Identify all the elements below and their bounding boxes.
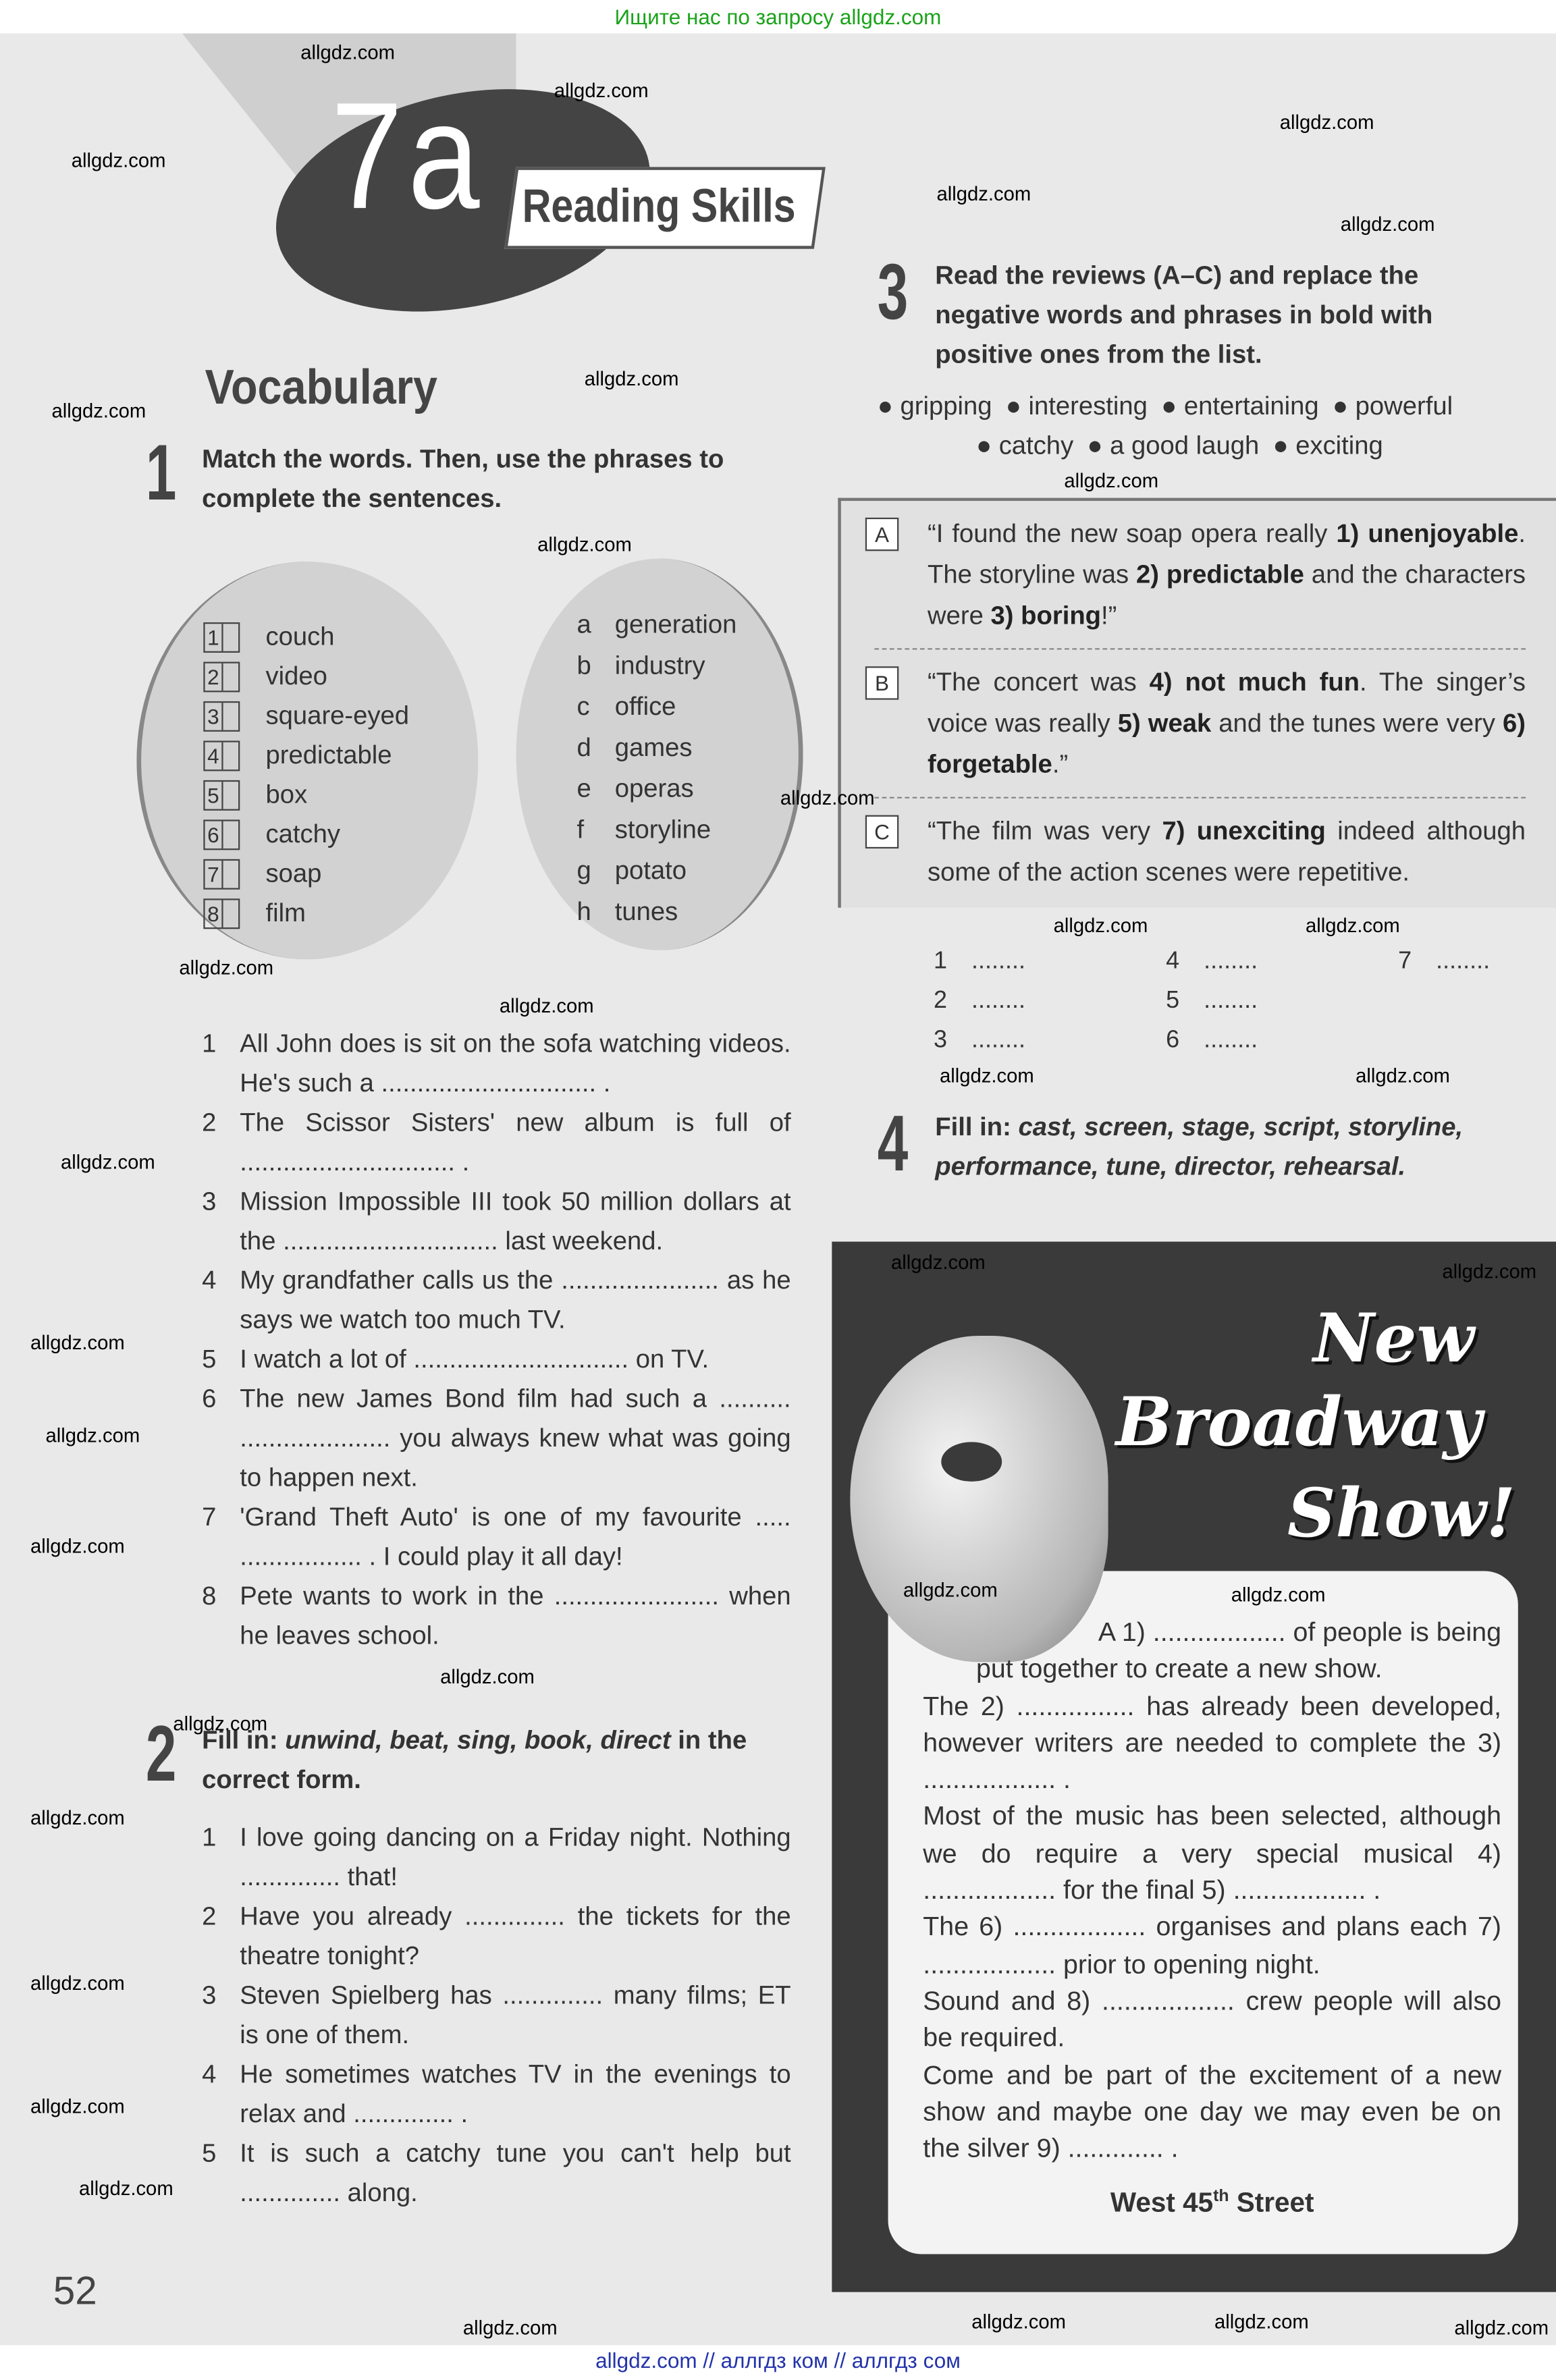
match-letter: e bbox=[576, 774, 591, 803]
unit-number: 7a bbox=[331, 71, 485, 242]
box-number: 5 bbox=[205, 782, 223, 809]
page-number: 52 bbox=[53, 2267, 97, 2314]
poster-address bbox=[923, 2185, 1501, 2221]
watermark[interactable]: allgdz.com bbox=[173, 1712, 268, 1735]
sentence-number: 8 bbox=[202, 1581, 217, 1611]
match-row-left bbox=[203, 740, 392, 771]
match-word: soap bbox=[265, 859, 322, 888]
bold-phrase: 4) not much fun bbox=[1149, 668, 1360, 697]
sentence bbox=[202, 1897, 791, 1976]
exercise-instruction bbox=[202, 1721, 791, 1800]
poster-title-line: Show! bbox=[1287, 1475, 1516, 1553]
answer-blank: ........ bbox=[971, 948, 1025, 975]
watermark[interactable]: allgdz.com bbox=[537, 533, 632, 556]
poster-line: Sound and 8) .................. crew people will also be required. bbox=[923, 1985, 1502, 2053]
sentence-text: He sometimes watches TV in the evenings to relax and .............. . bbox=[240, 2059, 791, 2128]
watermark[interactable]: allgdz.com bbox=[30, 1331, 125, 1354]
answer-box[interactable] bbox=[203, 740, 240, 771]
match-row-left bbox=[203, 898, 306, 929]
watermark[interactable]: allgdz.com bbox=[51, 399, 146, 423]
answer-number: 3 bbox=[934, 1027, 948, 1054]
match-word: office bbox=[614, 692, 676, 722]
match-word: predictable bbox=[265, 740, 392, 770]
match-row-right bbox=[577, 897, 678, 927]
watermark[interactable]: allgdz.com bbox=[780, 786, 875, 809]
instr-words: cast, screen, stage, script, storyline, performance, tune, director, rehearsal. bbox=[935, 1112, 1464, 1181]
watermark[interactable]: allgdz.com bbox=[30, 1534, 125, 1558]
exercise-4 bbox=[877, 1100, 1527, 1189]
sentence-text: I watch a lot of .............................. on TV. bbox=[240, 1345, 709, 1374]
match-word: tunes bbox=[614, 897, 678, 926]
answer-slot[interactable] bbox=[1166, 982, 1398, 1021]
address-text: West 45 bbox=[1110, 2188, 1214, 2219]
match-word: couch bbox=[265, 622, 335, 651]
match-row-right bbox=[577, 733, 693, 763]
watermark[interactable]: allgdz.com bbox=[179, 956, 274, 979]
exercise-3 bbox=[878, 248, 1527, 375]
match-row-left bbox=[203, 859, 321, 890]
answer-box[interactable] bbox=[203, 661, 240, 692]
review-part: .” bbox=[1052, 749, 1069, 779]
right-column bbox=[874, 248, 1527, 1189]
sentence bbox=[202, 1341, 791, 1380]
watermark-row bbox=[878, 914, 1527, 937]
poster-line: The 2) ................ has already been developed, however writers are needed to complete the 3) .................. . bbox=[923, 1690, 1502, 1795]
list-word: ● entertaining bbox=[1161, 391, 1319, 421]
box-number: 2 bbox=[205, 664, 223, 691]
box-number: 6 bbox=[205, 821, 223, 848]
review-part: . The singer’s voice was really bbox=[928, 668, 1526, 738]
box-number: 8 bbox=[205, 900, 223, 927]
answer-number: 4 bbox=[1166, 948, 1180, 975]
sentence-text: It is such a catchy tune you can't help but .............. along. bbox=[240, 2138, 791, 2207]
review-label: B bbox=[865, 666, 898, 699]
sentence-text: Pete wants to work in the ....................... when he leaves school. bbox=[240, 1581, 791, 1650]
watermark[interactable]: allgdz.com bbox=[1340, 212, 1435, 236]
match-letter: a bbox=[576, 610, 591, 639]
watermark[interactable]: allgdz.com bbox=[1214, 2310, 1309, 2333]
instr-words: unwind, beat, sing, book, direct bbox=[285, 1725, 671, 1755]
exercise-1-sentences bbox=[202, 1025, 791, 1656]
sentence-number: 2 bbox=[202, 1901, 217, 1931]
bold-phrase: 6) forgetable bbox=[928, 709, 1526, 779]
sentence bbox=[202, 1976, 791, 2055]
sentence-text: The new James Bond film had such a .......... ..................... you always knew what was going to happen next. bbox=[240, 1384, 791, 1492]
match-row-right bbox=[577, 856, 687, 886]
watermark[interactable]: allgdz.com bbox=[940, 1064, 1034, 1087]
sentence bbox=[202, 1818, 791, 1897]
answer-blank: ........ bbox=[1436, 948, 1491, 975]
bold-phrase: 7) unexciting bbox=[1162, 816, 1326, 846]
match-word: industry bbox=[614, 651, 705, 680]
answer-number: 5 bbox=[1166, 988, 1180, 1015]
watermark[interactable]: allgdz.com bbox=[462, 2316, 558, 2340]
watermark-row bbox=[202, 1665, 791, 1688]
review-part: !” bbox=[1101, 601, 1117, 630]
list-word: ● a good laugh bbox=[1087, 431, 1260, 460]
sentence-number: 3 bbox=[202, 1980, 217, 2010]
poster-line: The 6) .................. organises and plans each 7) .................. prior to opening night. bbox=[923, 1912, 1502, 1979]
exercise-instruction: Match the words. Then, use the phrases to complete the sentences. bbox=[202, 444, 724, 514]
watermark[interactable]: allgdz.com bbox=[1064, 468, 1159, 492]
watermark[interactable]: allgdz.com bbox=[30, 1972, 125, 1995]
sentence-text: Steven Spielberg has .............. many films; ET is one of them. bbox=[240, 1980, 791, 2049]
instr-text: Fill in: bbox=[202, 1725, 286, 1755]
watermark[interactable]: allgdz.com bbox=[1053, 913, 1148, 937]
exercise-instruction bbox=[935, 1108, 1527, 1187]
answer-slot[interactable] bbox=[1166, 943, 1398, 982]
answer-slot[interactable] bbox=[934, 943, 1166, 982]
answer-slot[interactable] bbox=[1166, 1021, 1398, 1060]
answer-box[interactable] bbox=[203, 622, 240, 653]
watermark[interactable]: allgdz.com bbox=[1305, 913, 1400, 937]
sentence-number: 1 bbox=[202, 1822, 217, 1852]
match-row-left bbox=[203, 780, 307, 811]
poster-title-line: Broadway bbox=[1115, 1384, 1482, 1462]
watermark-row bbox=[878, 1064, 1527, 1087]
answer-blank: ........ bbox=[971, 1027, 1025, 1054]
watermark[interactable]: allgdz.com bbox=[903, 1578, 998, 1602]
match-word: storyline bbox=[614, 815, 712, 844]
match-word: generation bbox=[614, 610, 737, 639]
sentence bbox=[202, 1262, 791, 1341]
top-banner[interactable]: Ищите нас по запросу allgdz.com bbox=[614, 4, 942, 29]
review-part: “I found the new soap opera really bbox=[928, 519, 1337, 548]
exercise-number: 4 bbox=[877, 1100, 909, 1189]
sentence bbox=[202, 1104, 791, 1183]
match-word: operas bbox=[614, 774, 694, 803]
sentence bbox=[202, 2134, 791, 2213]
answer-slot[interactable] bbox=[934, 982, 1166, 1021]
bold-phrase: 2) predictable bbox=[1136, 560, 1304, 589]
bottom-banner[interactable]: allgdz.com // аллгдз ком // аллгдз сом bbox=[595, 2348, 961, 2373]
review-divider bbox=[874, 797, 1526, 799]
list-word: ● catchy bbox=[975, 431, 1074, 460]
watermark[interactable]: allgdz.com bbox=[300, 40, 396, 64]
address-sup: th bbox=[1213, 2188, 1229, 2207]
match-word: catchy bbox=[265, 819, 341, 849]
poster-line: Most of the music has been selected, although we do require a very special musical 4) .................. for the final 5) .................. . bbox=[923, 1801, 1502, 1905]
review-label: C bbox=[865, 815, 898, 848]
review-part: and the tunes were very bbox=[1211, 709, 1503, 738]
review bbox=[865, 811, 1526, 892]
box-number: 1 bbox=[205, 624, 223, 651]
exercise-number: 2 bbox=[145, 1710, 177, 1799]
review-part: “The film was very bbox=[928, 816, 1162, 846]
watermark[interactable]: allgdz.com bbox=[1231, 1583, 1326, 1606]
answer-number: 2 bbox=[934, 988, 948, 1015]
sentence bbox=[202, 1577, 791, 1656]
answer-box[interactable] bbox=[203, 819, 240, 850]
exercise-instruction: Read the reviews (A–C) and replace the negative words and phrases in bold with positive ones from the list. bbox=[935, 261, 1433, 369]
poster-title-line: New bbox=[1313, 1301, 1474, 1378]
watermark[interactable]: allgdz.com bbox=[71, 148, 166, 172]
sentence bbox=[202, 2055, 791, 2134]
watermark[interactable]: allgdz.com bbox=[78, 2176, 173, 2200]
sentence-text: The Scissor Sisters' new album is full of .............................. . bbox=[240, 1108, 791, 1177]
exercise-number: 1 bbox=[145, 429, 177, 518]
sentence-text: 'Grand Theft Auto' is one of my favourite ..... ................. . I could play it all day! bbox=[240, 1503, 791, 1571]
match-row-left bbox=[203, 661, 327, 692]
answer-blank: ........ bbox=[971, 988, 1025, 1015]
exercise-number: 3 bbox=[877, 248, 909, 337]
list-word: ● gripping bbox=[877, 391, 992, 421]
watermark[interactable]: allgdz.com bbox=[1279, 111, 1374, 134]
match-word: games bbox=[614, 733, 693, 762]
sentence-number: 3 bbox=[202, 1187, 217, 1216]
match-row-right bbox=[577, 774, 694, 805]
sentence-number: 2 bbox=[202, 1108, 217, 1137]
review-part: and the characters were bbox=[928, 560, 1526, 630]
sentence bbox=[202, 1025, 791, 1104]
sentence-text: All John does is sit on the sofa watching videos. He's such a .............................. . bbox=[240, 1029, 791, 1098]
box-number: 4 bbox=[205, 742, 223, 769]
review bbox=[865, 513, 1526, 636]
match-letter: f bbox=[576, 815, 585, 844]
match-row-left bbox=[203, 819, 340, 850]
section-title: Reading Skills bbox=[522, 179, 796, 233]
watermark[interactable]: allgdz.com bbox=[499, 994, 594, 1017]
sentence-text: Mission Impossible III took 50 million dollars at the .............................. last weekend. bbox=[240, 1187, 791, 1255]
watermark[interactable]: allgdz.com bbox=[440, 1665, 535, 1688]
list-word: ● exciting bbox=[1272, 431, 1383, 460]
sentence-number: 4 bbox=[202, 2059, 217, 2089]
review-part: indeed although some of the action scenes were repetitive. bbox=[928, 816, 1526, 887]
sentence-number: 7 bbox=[202, 1503, 217, 1532]
sentence-number: 1 bbox=[202, 1029, 217, 1058]
box-number: 7 bbox=[205, 861, 223, 888]
reviews-box bbox=[838, 498, 1556, 908]
box-number: 3 bbox=[205, 703, 223, 730]
answer-number: 6 bbox=[1166, 1027, 1180, 1054]
sentence-number: 5 bbox=[202, 2138, 217, 2168]
review-part: . The storyline was bbox=[928, 519, 1526, 589]
answer-grid bbox=[934, 943, 1527, 1061]
match-word: film bbox=[265, 898, 306, 928]
answer-blank: ........ bbox=[1204, 948, 1258, 975]
match-word: potato bbox=[614, 856, 687, 886]
sentence-text: My grandfather calls us the ...................... as he says we watch too much TV. bbox=[240, 1266, 791, 1334]
answer-slot[interactable] bbox=[934, 1021, 1166, 1060]
match-letter: c bbox=[576, 692, 590, 722]
word-list-row bbox=[878, 427, 1527, 466]
word-list-row bbox=[878, 387, 1527, 426]
sentence-number: 6 bbox=[202, 1384, 217, 1413]
review-label: A bbox=[865, 518, 898, 551]
poster-line: A 1) .................. of people is being bbox=[1098, 1616, 1502, 1647]
instr-text: in the correct form. bbox=[202, 1725, 747, 1795]
match-row-right bbox=[577, 610, 737, 641]
review-part: “The concert was bbox=[928, 668, 1150, 697]
watermark-row bbox=[878, 469, 1527, 492]
mask-eye bbox=[941, 1442, 1002, 1481]
match-row-right bbox=[577, 815, 712, 846]
watermark[interactable]: allgdz.com bbox=[45, 1424, 140, 1447]
sentence-number: 4 bbox=[202, 1266, 217, 1295]
bold-phrase: 1) unenjoyable bbox=[1336, 519, 1519, 548]
watermark[interactable]: allgdz.com bbox=[554, 78, 649, 102]
poster-line: Come and be part of the excitement of a new show and maybe one day we may even be on the silver 9) ............. . bbox=[923, 2059, 1502, 2163]
vocabulary-heading: Vocabulary bbox=[205, 359, 437, 414]
match-letter: h bbox=[576, 897, 591, 926]
list-word: ● powerful bbox=[1332, 391, 1453, 421]
answer-box[interactable] bbox=[203, 859, 240, 890]
match-letter: b bbox=[576, 651, 591, 680]
poster-line: put together to create a new show. bbox=[975, 1653, 1383, 1684]
instr-text: Fill in: bbox=[935, 1112, 1019, 1142]
poster-text bbox=[923, 1613, 1501, 2221]
match-row-left bbox=[203, 622, 334, 653]
match-word: box bbox=[265, 780, 308, 809]
review-divider bbox=[874, 648, 1526, 649]
answer-number: 7 bbox=[1398, 948, 1412, 975]
watermark[interactable]: allgdz.com bbox=[584, 367, 679, 390]
answer-box[interactable] bbox=[203, 701, 240, 732]
watermark[interactable]: allgdz.com bbox=[1356, 1064, 1450, 1087]
watermark[interactable]: allgdz.com bbox=[891, 1251, 986, 1274]
sentence bbox=[202, 1183, 791, 1262]
sentence-text: I love going dancing on a Friday night. Nothing .............. that! bbox=[240, 1822, 791, 1892]
match-letter: d bbox=[576, 733, 591, 762]
answer-box[interactable] bbox=[203, 780, 240, 811]
left-column bbox=[145, 1025, 791, 2213]
answer-number: 1 bbox=[934, 948, 948, 975]
watermark[interactable]: allgdz.com bbox=[30, 2094, 125, 2118]
match-row-right bbox=[577, 692, 676, 722]
sentence bbox=[202, 1498, 791, 1577]
watermark[interactable]: allgdz.com bbox=[936, 182, 1031, 205]
answer-slot[interactable] bbox=[1398, 943, 1534, 982]
sentence bbox=[202, 1380, 791, 1498]
sentence-number: 5 bbox=[202, 1345, 217, 1374]
review bbox=[865, 661, 1526, 784]
bold-phrase: 3) boring bbox=[990, 601, 1102, 630]
match-row-right bbox=[577, 651, 705, 682]
bold-phrase: 5) weak bbox=[1117, 709, 1212, 738]
answer-blank: ........ bbox=[1204, 1027, 1258, 1054]
exercise-2-sentences bbox=[202, 1818, 791, 2213]
watermark[interactable]: allgdz.com bbox=[971, 2310, 1066, 2333]
watermark[interactable]: allgdz.com bbox=[1454, 2316, 1549, 2340]
match-letter: g bbox=[576, 856, 591, 886]
match-row-left bbox=[203, 701, 409, 732]
watermark[interactable]: allgdz.com bbox=[1442, 1260, 1537, 1283]
match-word: video bbox=[265, 661, 327, 691]
watermark[interactable]: allgdz.com bbox=[30, 1806, 125, 1829]
answer-blank: ........ bbox=[1204, 988, 1258, 1015]
answer-box[interactable] bbox=[203, 898, 240, 929]
match-word: square-eyed bbox=[265, 701, 410, 730]
list-word: ● interesting bbox=[1005, 391, 1148, 421]
address-text: Street bbox=[1229, 2188, 1314, 2219]
watermark[interactable]: allgdz.com bbox=[60, 1150, 155, 1174]
sentence-text: Have you already .............. the tickets for the theatre tonight? bbox=[240, 1901, 791, 1970]
